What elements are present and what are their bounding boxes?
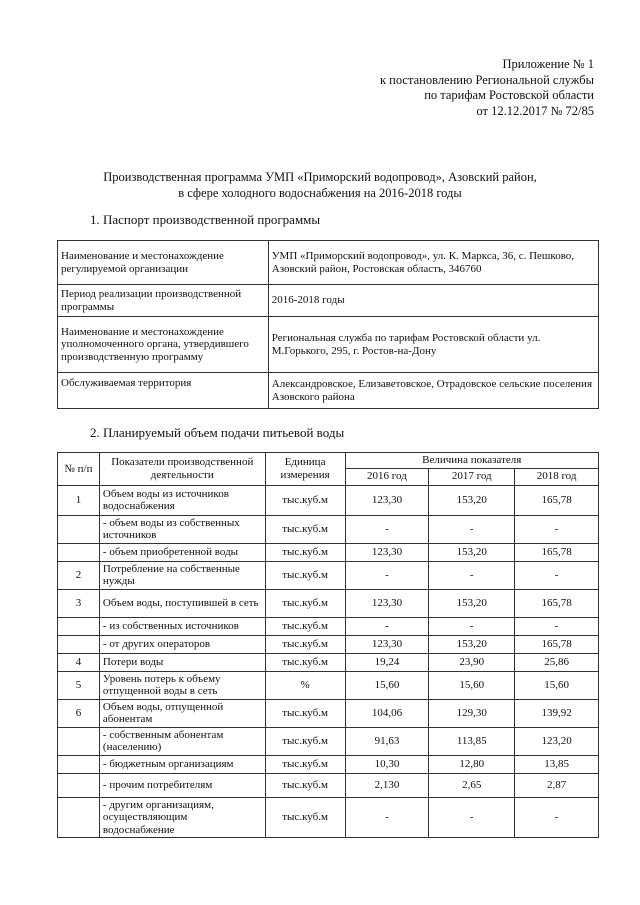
title-line: в сфере холодного водоснабжения на 2016-2018 годы — [178, 185, 462, 200]
header-indicator: Показатели производственной деятельности — [99, 453, 265, 486]
row-unit: тыс.куб.м — [265, 561, 345, 589]
row-value-2016: 91,63 — [345, 727, 429, 755]
table-row — [58, 285, 599, 317]
row-value-2017: 23,90 — [429, 653, 515, 671]
row-indicator: Объем воды, отпущенной абонентам — [99, 699, 265, 727]
table-row — [58, 755, 599, 773]
row-value-2017: 15,60 — [429, 671, 515, 699]
row-value-2018: 139,92 — [515, 699, 599, 727]
passport-value: Региональная служба по тарифам Ростовской области ул. М.Горького, 295, г. Ростов-на-Дону — [268, 317, 598, 373]
row-value-2016: 123,30 — [345, 543, 429, 561]
row-value-2016: - — [345, 797, 429, 838]
row-value-2017: - — [429, 561, 515, 589]
row-value-2018: - — [515, 617, 599, 635]
row-value-2016: 123,30 — [345, 485, 429, 515]
table-row — [58, 561, 599, 589]
document-title — [0, 170, 640, 201]
row-value-2017: - — [429, 797, 515, 838]
row-value-2017: 2,65 — [429, 773, 515, 797]
row-value-2017: 129,30 — [429, 699, 515, 727]
row-value-2018: - — [515, 797, 599, 838]
row-number — [58, 543, 100, 561]
row-indicator: - собственным абонентам (населению) — [99, 727, 265, 755]
volume-table — [57, 452, 599, 838]
row-value-2016: 2,130 — [345, 773, 429, 797]
row-unit: тыс.куб.м — [265, 485, 345, 515]
volume-table-body — [58, 485, 599, 838]
row-number: 6 — [58, 699, 100, 727]
row-value-2018: 25,86 — [515, 653, 599, 671]
row-number — [58, 617, 100, 635]
row-number: 4 — [58, 653, 100, 671]
appendix-line: от 12.12.2017 № 72/85 — [476, 103, 594, 118]
row-value-2017: 153,20 — [429, 543, 515, 561]
row-indicator: - от других операторов — [99, 635, 265, 653]
row-unit: тыс.куб.м — [265, 589, 345, 617]
row-value-2017: 153,20 — [429, 589, 515, 617]
row-value-2017: 113,85 — [429, 727, 515, 755]
row-value-2018: 165,78 — [515, 543, 599, 561]
row-value-2018: 2,87 — [515, 773, 599, 797]
row-unit: тыс.куб.м — [265, 797, 345, 838]
row-number — [58, 515, 100, 543]
table-row — [58, 589, 599, 617]
row-value-2018: - — [515, 515, 599, 543]
header-value: Величина показателя — [345, 453, 598, 469]
row-value-2018: 13,85 — [515, 755, 599, 773]
header-year-2018: 2018 год — [515, 468, 599, 485]
row-indicator: Объем воды из источников водоснабжения — [99, 485, 265, 515]
row-number — [58, 755, 100, 773]
table-row — [58, 635, 599, 653]
table-row — [58, 543, 599, 561]
row-value-2018: - — [515, 561, 599, 589]
passport-value: УМП «Приморский водопровод», ул. К. Маркса, 36, с. Пешково, Азовский район, Ростовская область, 346760 — [268, 241, 598, 285]
row-value-2016: 104,06 — [345, 699, 429, 727]
row-indicator: Потребление на собственные нужды — [99, 561, 265, 589]
row-indicator: Уровень потерь к объему отпущенной воды в сеть — [99, 671, 265, 699]
row-value-2016: 19,24 — [345, 653, 429, 671]
row-indicator: Потери воды — [99, 653, 265, 671]
row-value-2017: 12,80 — [429, 755, 515, 773]
appendix-line: Приложение № 1 — [502, 57, 594, 71]
header-num: № п/п — [58, 453, 100, 486]
table-row — [58, 727, 599, 755]
table-row — [58, 241, 599, 285]
row-number: 1 — [58, 485, 100, 515]
table-row — [58, 485, 599, 515]
row-indicator: - из собственных источников — [99, 617, 265, 635]
row-value-2016: - — [345, 561, 429, 589]
header-year-2017: 2017 год — [429, 468, 515, 485]
row-value-2018: 15,60 — [515, 671, 599, 699]
row-value-2016: 10,30 — [345, 755, 429, 773]
row-value-2016: - — [345, 617, 429, 635]
row-unit: тыс.куб.м — [265, 773, 345, 797]
row-unit: тыс.куб.м — [265, 635, 345, 653]
header-year-2016: 2016 год — [345, 468, 429, 485]
row-value-2016: 123,30 — [345, 635, 429, 653]
row-indicator: Объем воды, поступившей в сеть — [99, 589, 265, 617]
row-unit: % — [265, 671, 345, 699]
row-value-2017: 153,20 — [429, 485, 515, 515]
table-row — [58, 515, 599, 543]
passport-label: Наименование и местонахождение регулируемой организации — [58, 241, 269, 285]
header-unit: Единица измерения — [265, 453, 345, 486]
row-value-2018: 165,78 — [515, 635, 599, 653]
passport-label: Наименование и местонахождение уполномоченного органа, утвердившего производственную программу — [58, 317, 269, 373]
table-row — [58, 373, 599, 409]
row-unit: тыс.куб.м — [265, 515, 345, 543]
row-unit: тыс.куб.м — [265, 543, 345, 561]
appendix-block — [380, 57, 594, 119]
row-indicator: - другим организациям, осуществляющим водоснабжение — [99, 797, 265, 838]
row-value-2016: - — [345, 515, 429, 543]
row-number: 3 — [58, 589, 100, 617]
row-number: 5 — [58, 671, 100, 699]
row-unit: тыс.куб.м — [265, 653, 345, 671]
table-row — [58, 317, 599, 373]
table-row — [58, 653, 599, 671]
passport-label: Обслуживаемая территория — [58, 373, 269, 409]
table-row — [58, 699, 599, 727]
passport-table — [57, 240, 599, 409]
appendix-line: к постановлению Региональной службы — [379, 72, 594, 87]
row-indicator: - бюджетным организациям — [99, 755, 265, 773]
row-unit: тыс.куб.м — [265, 727, 345, 755]
row-value-2017: - — [429, 617, 515, 635]
row-number — [58, 773, 100, 797]
passport-label: Период реализации производственной программы — [58, 285, 269, 317]
row-value-2016: 15,60 — [345, 671, 429, 699]
section-heading-volume: 2. Планируемый объем подачи питьевой воды — [90, 425, 345, 440]
row-number — [58, 635, 100, 653]
row-value-2017: 153,20 — [429, 635, 515, 653]
row-value-2017: - — [429, 515, 515, 543]
table-row — [58, 797, 599, 838]
row-value-2018: 123,20 — [515, 727, 599, 755]
passport-value: 2016-2018 годы — [268, 285, 598, 317]
row-indicator: - объем воды из собственных источников — [99, 515, 265, 543]
row-number — [58, 797, 100, 838]
row-unit: тыс.куб.м — [265, 755, 345, 773]
section-heading-passport: 1. Паспорт производственной программы — [90, 212, 321, 227]
row-unit: тыс.куб.м — [265, 617, 345, 635]
row-number: 2 — [58, 561, 100, 589]
passport-value: Александровское, Елизаветовское, Отрадовское сельские поселения Азовского района — [268, 373, 598, 409]
row-value-2016: 123,30 — [345, 589, 429, 617]
table-row — [58, 671, 599, 699]
table-header-row — [58, 453, 599, 469]
row-value-2018: 165,78 — [515, 485, 599, 515]
row-indicator: - объем приобретенной воды — [99, 543, 265, 561]
title-line: Производственная программа УМП «Приморский водопровод», Азовский район, — [103, 170, 537, 184]
row-number — [58, 727, 100, 755]
row-value-2018: 165,78 — [515, 589, 599, 617]
table-row — [58, 617, 599, 635]
row-unit: тыс.куб.м — [265, 699, 345, 727]
table-row — [58, 773, 599, 797]
row-indicator: - прочим потребителям — [99, 773, 265, 797]
appendix-line: по тарифам Ростовской области — [424, 88, 594, 102]
